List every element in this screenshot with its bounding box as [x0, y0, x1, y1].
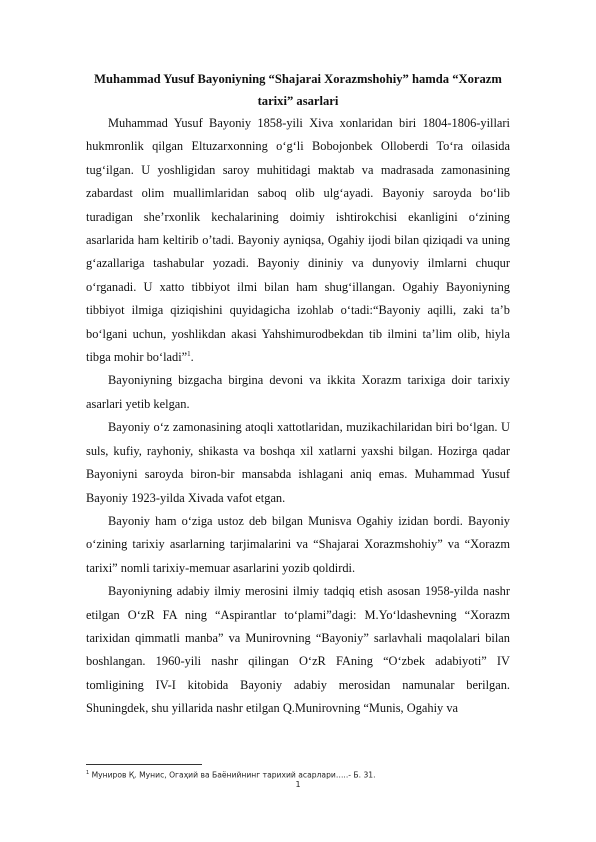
footnote-reference[interactable]: 1: [187, 349, 191, 358]
paragraph-1-end: .: [190, 350, 194, 365]
paragraph-5: Bayoniyning adabiy ilmiy merosini ilmiy tadqiq etish asosan 1958-yilda nashr etilgan O‘zR FA ning “Aspirantlar to‘plami”dagi: M.Yo‘ldashevning “Xorazm tarixidan qimmatli manba” va Munirovning “Bayoniy” sarlavhali maqolalari bilan boshlangan. 1960-yili nashr qilingan O‘zR FAning “O‘zbek adabiyoti” IV tomligining IV-I kitobida Bayoniy adabiy merosidan namunalar berilgan. Shuningdek, shu yillarida nashr etilgan Q.Munirovning “Munis, Ogahiy va: [86, 584, 510, 716]
document-title: Muhammad Yusuf Bayoniyning “Shajarai Xorazmshohiy” hamda “Xorazm tarixi” asarlari: [94, 72, 502, 108]
page-number: 1: [295, 780, 301, 789]
footnote-number: 1: [86, 770, 90, 776]
footnote-text: Муниров Қ. Мунис, Огаҳий ва Баёнийнинг тарихий асарлари…..- Б. 31.: [89, 770, 376, 780]
paragraph-1-text: Muhammad Yusuf Bayoniy 1858-yili Xiva xonlaridan biri 1804-1806-yillari hukmronlik qilgan Eltuzarxonning o‘g‘li Bobojonbek Olloberdi To‘ra oilasida tug‘ilgan. U yoshligidan saroy muhitidagi maktab va madrasada zamonasining zabardast olim muallimlaridan saboq olib ulg‘ayadi. Bayoniy saroyda bo‘lib turadigan she’rxonlik kechalarining doimiy ishtirokchisi ekanligini o‘zining asarlarida ham keltirib o’tadi. Bayoniy ayniqsa, Ogahiy ijodi bilan qiziqadi va uning g‘azallariga tashabular yozadi. Bayoniy dininiy va dunyoviy ilmlarni chuqur o‘rganadi. U xatto tibbiyot ilmi bilan ham shug‘illangan. Ogahiy Bayoniyning tibbiyot ilmiga qiziqishini quyidagicha izohlab o‘tadi:“Bayoniy aqilli, zaki ta’b bo‘lgani uchun, yoshlikdan akasi Yahshimurodbekdan tib ilmini ta’lim olib, hiyla tibga mohir bo‘ladi”: [86, 116, 510, 365]
paragraph-3: Bayoniy o‘z zamonasining atoqli xattotlaridan, muzikachilaridan biri bo‘lgan. U suls, kufiy, rayhoniy, shikasta va boshqa xil xatlarni yaxshi bilgan. Hozirga qadar Bayoniyni saroyda biron-bir mansabda ishlagani aniq emas. Muhammad Yusuf Bayoniy 1923-yilda Xivada vafot etgan.: [86, 420, 510, 505]
document-body: [86, 68, 510, 721]
footnote: [86, 768, 510, 781]
paragraph-2: Bayoniyning bizgacha birgina devoni va ikkita Xorazm tarixiga doir tarixiy asarlari yetib kelgan.: [86, 373, 510, 411]
paragraph-4: Bayoniy ham o‘ziga ustoz deb bilgan Munisva Ogahiy izidan bordi. Bayoniy o‘zining tarixiy asarlarning tarjimalarini va “Shajarai Xorazmshohiy” va “Xorazm tarixi” nomli tarixiy-memuar asarlarini yozib qoldirdi.: [86, 513, 510, 575]
footnote-separator: [86, 764, 202, 765]
paragraph-1: [86, 112, 510, 369]
